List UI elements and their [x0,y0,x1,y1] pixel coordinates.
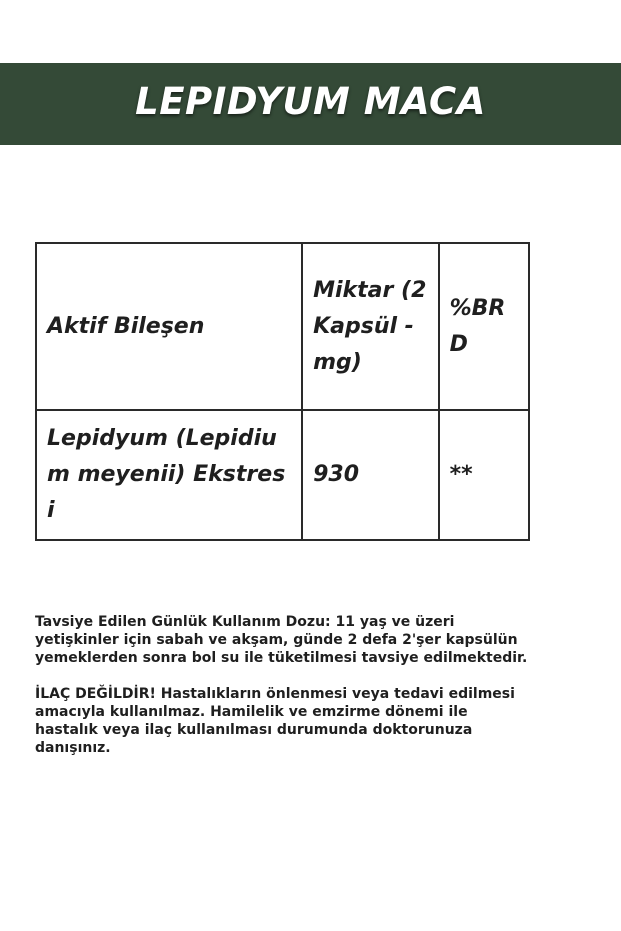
table-header-row [36,243,529,410]
header-amount: Miktar (2 Kapsül - mg) [302,243,439,410]
usage-notes [35,613,535,775]
page-title: LEPIDYUM MACA [135,79,486,123]
cell-rdv-value: ** [439,410,529,540]
composition-table [35,242,530,541]
warning-text: İLAÇ DEĞİLDİR! Hastalıkların önlenmesi veya tedavi edilmesi amacıyla kullanılmaz. Hamilelik ve emzirme dönemi ile hastalık veya ilaç kullanılması durumunda doktorunuza danışınız. [35,686,515,756]
header-active-ingredient: Aktif Bileşen [36,243,302,410]
cell-amount-value: 930 [302,410,439,540]
dosage-text: Tavsiye Edilen Günlük Kullanım Dozu: 11 yaş ve üzeri yetişkinler için sabah ve akşam, günde 2 defa 2'şer kapsülün yemeklerden sonra bol su ile tüketilmesi tavsiye edilmektedir. [35,614,528,666]
table-row [36,410,529,540]
header-rdv: %BRD [439,243,529,410]
cell-ingredient-name: Lepidyum (Lepidium meyenii) Ekstresi [36,410,302,540]
title-banner [0,63,621,145]
